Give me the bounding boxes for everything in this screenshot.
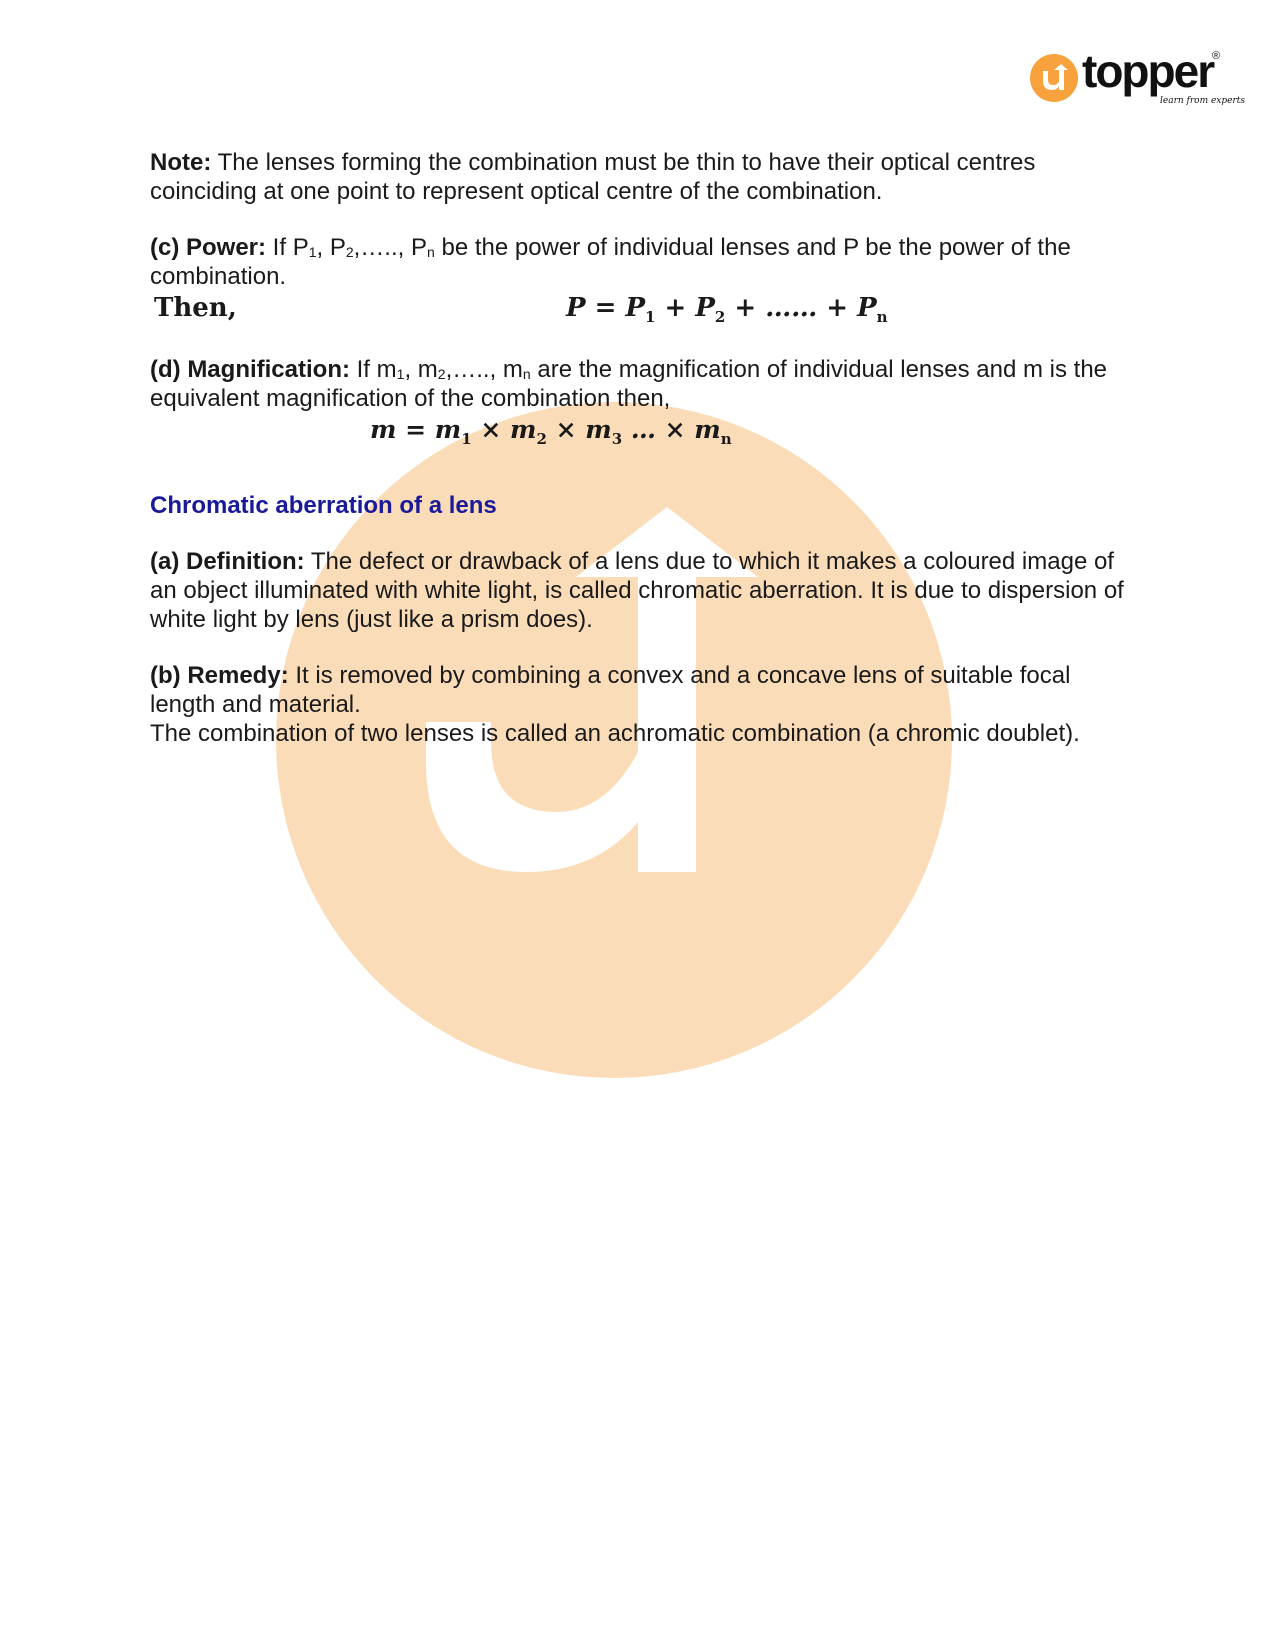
then-label: Then,: [154, 293, 237, 323]
power-label: (c) Power:: [150, 234, 267, 261]
mag-formula-sub-n: n: [720, 430, 732, 448]
magnification-formula-row: [150, 413, 1130, 457]
definition-text: The defect or drawback of a lens due to which it makes a coloured image of an object illuminated with white light, is called chromatic aberration. It is due to dispersion of white light by lens (just like a prism does).: [150, 548, 1124, 633]
note-text: The lenses forming the combination must be thin to have their optical centres coinciding at one point to represent optical centre of the combination.: [150, 149, 1036, 205]
document-body: [150, 148, 1130, 748]
magnification-paragraph: [150, 355, 1130, 413]
note-label: Note:: [150, 149, 212, 176]
power-sub-1: 1: [308, 244, 317, 260]
power-text-b: , P: [316, 234, 346, 261]
mag-sub-n: n: [522, 366, 531, 382]
mag-sub-1: 1: [396, 366, 405, 382]
mag-formula-c: … × m: [622, 415, 721, 444]
mag-formula-sub-2: 2: [536, 430, 547, 448]
mag-text-b: , m: [404, 356, 438, 383]
mag-formula-sub-3: 3: [611, 430, 623, 448]
power-formula-a: + P: [655, 293, 715, 323]
note-paragraph: [150, 148, 1130, 206]
power-text-c: ,….., P: [353, 234, 427, 261]
mag-text-d: are the magnification of individual lenses and m is the equivalent magnification of the combination then,: [150, 356, 1108, 412]
mag-text-a: If m: [349, 356, 397, 383]
power-formula-sub-1: 1: [645, 308, 656, 326]
topper-logo: [1030, 45, 1246, 120]
logo-tagline: learn from experts: [1160, 96, 1246, 106]
power-text-d: be the power of individual lenses and P be the power of the combination.: [150, 234, 1071, 290]
combination-paragraph: The combination of two lenses is called an achromatic combination (a chromic doublet).: [150, 720, 1080, 747]
mag-formula-a: × m: [471, 415, 537, 444]
remedy-text: It is removed by combining a convex and a concave lens of suitable focal length and material.: [150, 662, 1071, 718]
section-heading: Chromatic aberration of a lens: [150, 492, 497, 519]
definition-paragraph: [150, 547, 1130, 634]
power-paragraph: [150, 233, 1130, 291]
power-formula-sub-2: 2: [714, 308, 726, 326]
magnification-label: (d) Magnification:: [150, 356, 350, 383]
power-sub-n: n: [427, 244, 435, 260]
remedy-label: (b) Remedy:: [150, 662, 289, 689]
power-formula-row: [150, 291, 1130, 335]
mag-sub-2: 2: [437, 366, 446, 382]
mag-text-c: ,….., m: [445, 356, 523, 383]
mag-formula-lhs: m = m: [370, 415, 462, 444]
power-formula-lhs: P = P: [566, 293, 645, 323]
mag-formula-b: × m: [546, 415, 612, 444]
definition-label: (a) Definition:: [150, 548, 305, 575]
remedy-paragraph: [150, 661, 1130, 719]
magnification-formula: [370, 415, 732, 448]
power-formula-b: + …… + P: [725, 293, 877, 323]
power-formula: [566, 293, 888, 326]
mag-formula-sub-1: 1: [461, 430, 472, 448]
registered-mark: ®: [1212, 50, 1221, 62]
logo-wordmark: topper: [1082, 45, 1214, 97]
power-text-a: If P: [266, 234, 309, 261]
u-logo-icon: [1030, 54, 1078, 102]
power-sub-2: 2: [345, 244, 354, 260]
power-formula-sub-n: n: [876, 308, 888, 326]
